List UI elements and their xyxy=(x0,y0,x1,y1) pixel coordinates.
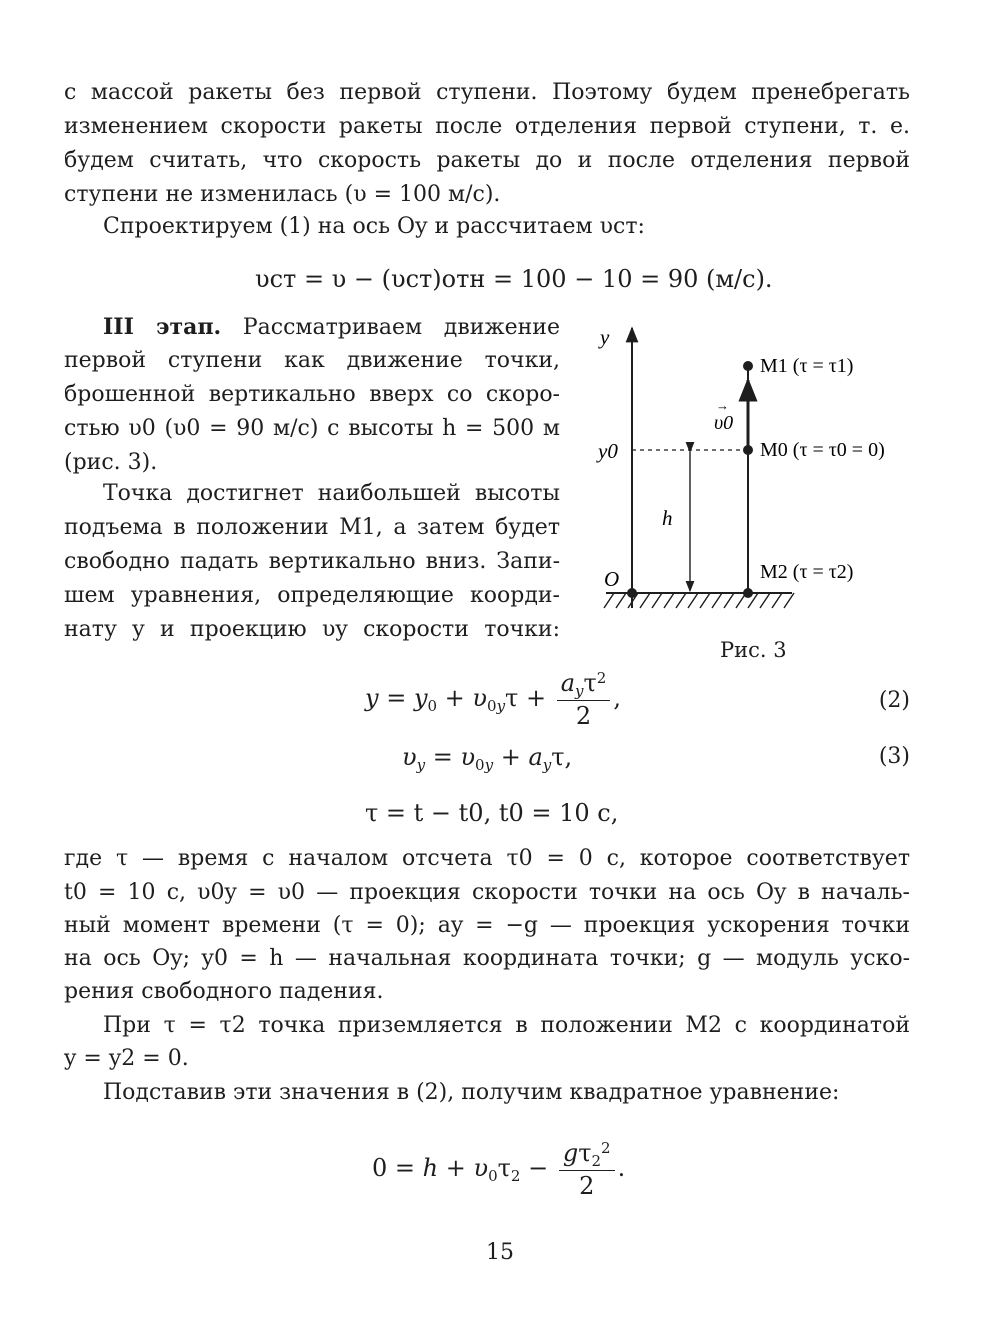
fraction: $\frac{a_y\tau^2}{2}$ xyxy=(557,668,611,731)
text-line: y = y2 = 0. xyxy=(64,1046,189,1071)
text-line: брошенной вертикально вверх со скоро- xyxy=(64,382,560,407)
text-line: рения свободного падения. xyxy=(64,979,384,1004)
text-line: ступени не изменилась (υ = 100 м/с). xyxy=(64,182,501,207)
text-line: подъема в положении M1, а затем будет xyxy=(64,515,560,540)
axis-y-label: y xyxy=(600,325,610,349)
text-line: изменением скорости ракеты после отделения первой ступени, т. е. xyxy=(64,114,910,139)
formula-vst: υст = υ − (υст)отн = 100 − 10 = 90 (м/с). xyxy=(255,265,773,293)
h-label: h xyxy=(662,506,673,530)
text-line: (рис. 3). xyxy=(64,450,158,475)
origin-point xyxy=(627,588,637,598)
text-line: где τ — время с началом отсчета τ0 = 0 с, которое соответствует xyxy=(64,846,910,871)
quadratic-equation: $0 = h + \upsilon_0\tau_2$ − $\frac{g\tau_2^2}{2}$ . xyxy=(372,1139,626,1200)
stage-heading: III этап. xyxy=(103,314,222,340)
page-number: 15 xyxy=(486,1240,514,1265)
text-line: на ось Oy; y0 = h — начальная координата точки; g — модуль уско- xyxy=(64,946,910,971)
formula-tau: τ = t − t0, t0 = 10 с, xyxy=(365,799,619,827)
stage-line: III этап. Рассматриваем движение xyxy=(103,314,560,340)
text-line: свободно падать вертикально вниз. Запи- xyxy=(64,549,560,574)
origin-label: O xyxy=(604,567,620,591)
point-m2 xyxy=(743,588,753,598)
figure-caption: Рис. 3 xyxy=(720,638,787,662)
m2-label: M2 (τ = τ2) xyxy=(760,561,854,583)
text-line: будем считать, что скорость ракеты до и после отделения первой xyxy=(64,148,910,173)
figure-3-diagram xyxy=(590,318,920,628)
text-line: Спроектируем (1) на ось Oy и рассчитаем υст: xyxy=(103,214,645,239)
text-line: стью υ0 (υ0 = 90 м/с) с высоты h = 500 м xyxy=(64,416,560,441)
v0-label: υ0 xyxy=(714,412,734,434)
text-line: Точка достигнет наибольшей высоты xyxy=(103,481,560,506)
text-line: первой ступени как движение точки, xyxy=(64,348,560,373)
fraction: $\frac{g\tau_2^2}{2}$ xyxy=(559,1138,615,1201)
m1-label: M1 (τ = τ1) xyxy=(760,355,854,377)
vector-arrow-mark: → xyxy=(716,398,729,413)
text-line: Подставив эти значения в (2), получим квадратное уравнение: xyxy=(103,1080,840,1105)
equation-number: (2) xyxy=(878,688,910,713)
text-line: нату y и проекцию υy скорости точки: xyxy=(64,617,560,642)
point-m0 xyxy=(743,445,753,455)
text-line: шем уравнения, определяющие коорди- xyxy=(64,583,560,608)
text-line: с массой ракеты без первой ступени. Поэтому будем пренебрегать xyxy=(64,80,910,105)
text-line: t0 = 10 с, υ0y = υ0 — проекция скорости точки на ось Oy в началь- xyxy=(64,880,910,905)
m0-label: M0 (τ = τ0 = 0) xyxy=(760,439,885,461)
equation-3: $\upsilon_y = \upsilon_{0y} + a_y\tau$, xyxy=(402,743,573,774)
y0-label: y0 xyxy=(598,439,618,463)
point-m1 xyxy=(743,361,753,371)
text-line: ный момент времени (τ = 0); ay = −g — проекция ускорения точки xyxy=(64,913,910,938)
text-line: При τ = τ2 точка приземляется в положении M2 с координатой xyxy=(103,1013,910,1038)
equation-number: (3) xyxy=(878,744,910,769)
equation-2: $y = y_0 + \upsilon_{0y}\tau$ + $\frac{a_y\tau^2}{2}$ , xyxy=(365,669,621,730)
